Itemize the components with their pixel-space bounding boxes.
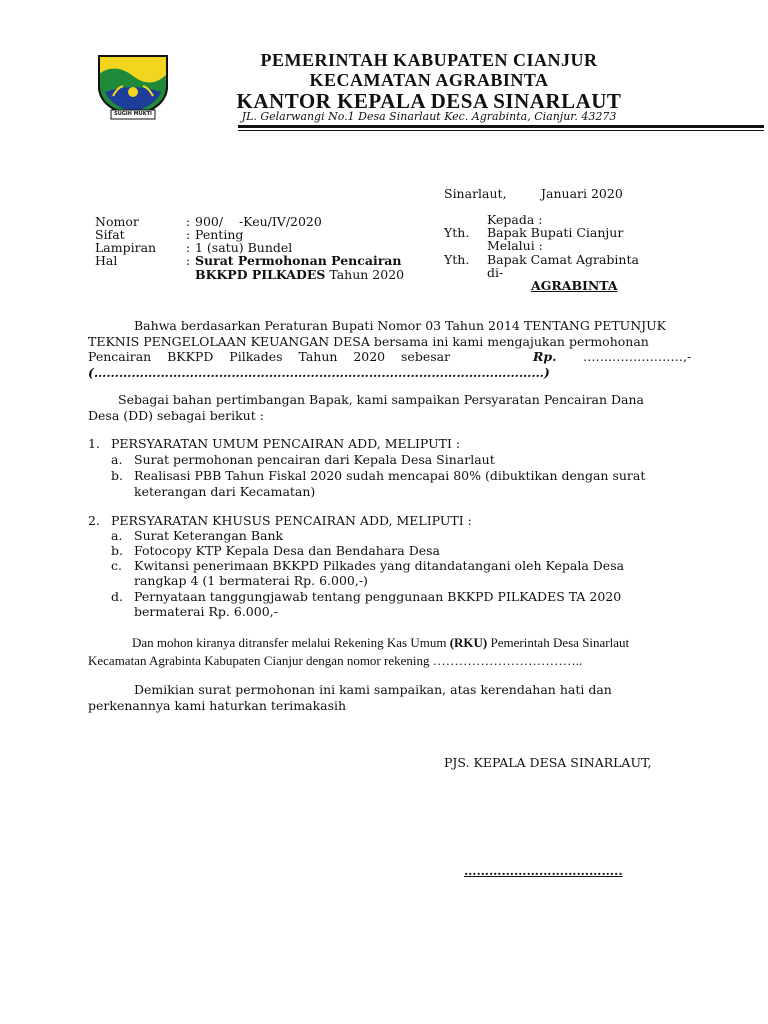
meta-sep-sifat: : bbox=[186, 227, 191, 242]
section1-item-b-letter: b. bbox=[111, 468, 123, 483]
section2-number: 2. bbox=[88, 513, 100, 528]
meta-label-hal: Hal bbox=[95, 253, 118, 268]
subject-rest: Tahun 2020 bbox=[325, 267, 405, 282]
section2-item-b: Fotocopy KTP Kepala Desa dan Bendahara Desa bbox=[134, 543, 440, 558]
meta-sep-lampiran: : bbox=[186, 240, 191, 255]
section2-item-d-line2: bermaterai Rp. 6.000,- bbox=[134, 604, 278, 619]
section2-item-a-letter: a. bbox=[111, 528, 123, 543]
p2-line2: Desa (DD) sebagai berikut : bbox=[88, 407, 264, 423]
p1-amount-dots: ……………………,- bbox=[583, 349, 692, 364]
p1-line1: Bahwa berdasarkan Peraturan Bupati Nomor 03 Tahun 2014 TENTANG PETUNJUK bbox=[134, 318, 667, 333]
section2-item-a: Surat Keterangan Bank bbox=[134, 528, 284, 543]
signature-name-placeholder: ……………………………….. bbox=[464, 863, 623, 878]
addressee-melalui: Melalui : bbox=[487, 238, 543, 253]
meta-label-nomor: Nomor bbox=[95, 214, 139, 229]
p3-text-a: Dan mohon kiranya ditransfer melalui Rekening Kas Umum bbox=[132, 635, 450, 650]
p1-line3: Pencairan BKKPD Pilkades Tahun 2020 sebesar bbox=[88, 349, 451, 364]
meta-value-nomor: 900/ -Keu/IV/2020 bbox=[195, 214, 322, 229]
p1-line2: TEKNIS PENGELOLAAN KEUANGAN DESA bersama ini kami mengajukan permohonan bbox=[88, 333, 649, 349]
p4-line2: perkenannya kami haturkan terimakasih bbox=[88, 697, 347, 713]
addressee-yth2: Yth. bbox=[444, 252, 470, 267]
subject-line2 bbox=[195, 268, 404, 282]
section2-item-b-letter: b. bbox=[111, 543, 123, 558]
section1-item-b-line2: keterangan dari Kecamatan) bbox=[134, 484, 316, 499]
date: Januari 2020 bbox=[541, 186, 623, 201]
letterhead-line1: PEMERINTAH KABUPATEN CIANJUR bbox=[260, 50, 598, 70]
addressee-to2: Bapak Camat Agrabinta bbox=[487, 252, 639, 267]
paragraph-requirements-intro bbox=[88, 392, 704, 423]
letterhead-line2: KECAMATAN AGRABINTA bbox=[309, 70, 549, 90]
paragraph-request bbox=[88, 318, 704, 380]
section2-item-c-letter: c. bbox=[111, 558, 122, 573]
addressee-kepada: Kepada : bbox=[487, 212, 543, 227]
section1-item-b-line1: Realisasi PBB Tahun Fiskal 2020 sudah mencapai 80% (dibuktikan dengan surat bbox=[134, 468, 646, 483]
place: Sinarlaut, bbox=[444, 186, 507, 201]
letterhead-rule-thick bbox=[238, 125, 764, 128]
letterhead-line3: KANTOR KEPALA DESA SINARLAUT bbox=[236, 89, 622, 113]
addressee-yth1: Yth. bbox=[444, 225, 470, 240]
section2-item-c-line1: Kwitansi penerimaan BKKPD Pilkades yang ditandatangani oleh Kepala Desa bbox=[134, 558, 625, 573]
section2-item-d-line1: Pernyataan tanggungjawab tentang penggunaan BKKPD PILKADES TA 2020 bbox=[134, 589, 622, 604]
p3-text-c: Pemerintah Desa Sinarlaut bbox=[487, 635, 630, 650]
meta-sep-nomor: : bbox=[186, 214, 191, 229]
meta-label-lampiran: Lampiran bbox=[95, 240, 157, 255]
p1-rp: Rp. bbox=[533, 349, 557, 364]
p2-line1: Sebagai bahan pertimbangan Bapak, kami sampaikan Persyaratan Pencairan Dana bbox=[118, 392, 644, 407]
paragraph-closing bbox=[88, 682, 704, 713]
addressee-city: AGRABINTA bbox=[531, 278, 618, 293]
p3-rku: (RKU) bbox=[449, 635, 488, 650]
letterhead-address: JL. Gelarwangi No.1 Desa Sinarlaut Kec. Agrabinta, Cianjur. 43273 bbox=[241, 110, 617, 123]
section1-item-a: Surat permohonan pencairan dari Kepala Desa Sinarlaut bbox=[134, 452, 495, 467]
paragraph-transfer bbox=[88, 634, 708, 670]
signature-title: PJS. KEPALA DESA SINARLAUT, bbox=[444, 755, 652, 770]
letterhead-rule-thin bbox=[238, 130, 764, 131]
p1-amount-words: (………………………………………………………………………………………………) bbox=[88, 364, 550, 380]
meta-value-hal: Surat Permohonan Pencairan bbox=[195, 253, 402, 268]
section1-number: 1. bbox=[88, 436, 100, 451]
meta-label-sifat: Sifat bbox=[95, 227, 125, 242]
meta-value-sifat: Penting bbox=[195, 227, 244, 242]
p4-line1: Demikian surat permohonan ini kami sampaikan, atas kerendahan hati dan bbox=[134, 682, 612, 697]
addressee-di: di- bbox=[487, 265, 504, 280]
section1-item-a-letter: a. bbox=[111, 452, 123, 467]
subject-bold: BKKPD PILKADES bbox=[195, 267, 326, 282]
section1-title: PERSYARATAN UMUM PENCAIRAN ADD, MELIPUTI : bbox=[111, 436, 461, 451]
p3-line2: Kecamatan Agrabinta Kabupaten Cianjur dengan nomor rekening …………………………….. bbox=[88, 653, 583, 668]
section2-item-d-letter: d. bbox=[111, 589, 123, 604]
meta-value-lampiran: 1 (satu) Bundel bbox=[195, 240, 293, 255]
meta-sep-hal: : bbox=[186, 253, 191, 268]
section2-title: PERSYARATAN KHUSUS PENCAIRAN ADD, MELIPUTI : bbox=[111, 513, 472, 528]
logo-motto: SUGIH MUKTI bbox=[114, 111, 152, 117]
addressee-to1: Bapak Bupati Cianjur bbox=[487, 225, 624, 240]
section2-item-c-line2: rangkap 4 (1 bermaterai Rp. 6.000,-) bbox=[134, 573, 368, 588]
